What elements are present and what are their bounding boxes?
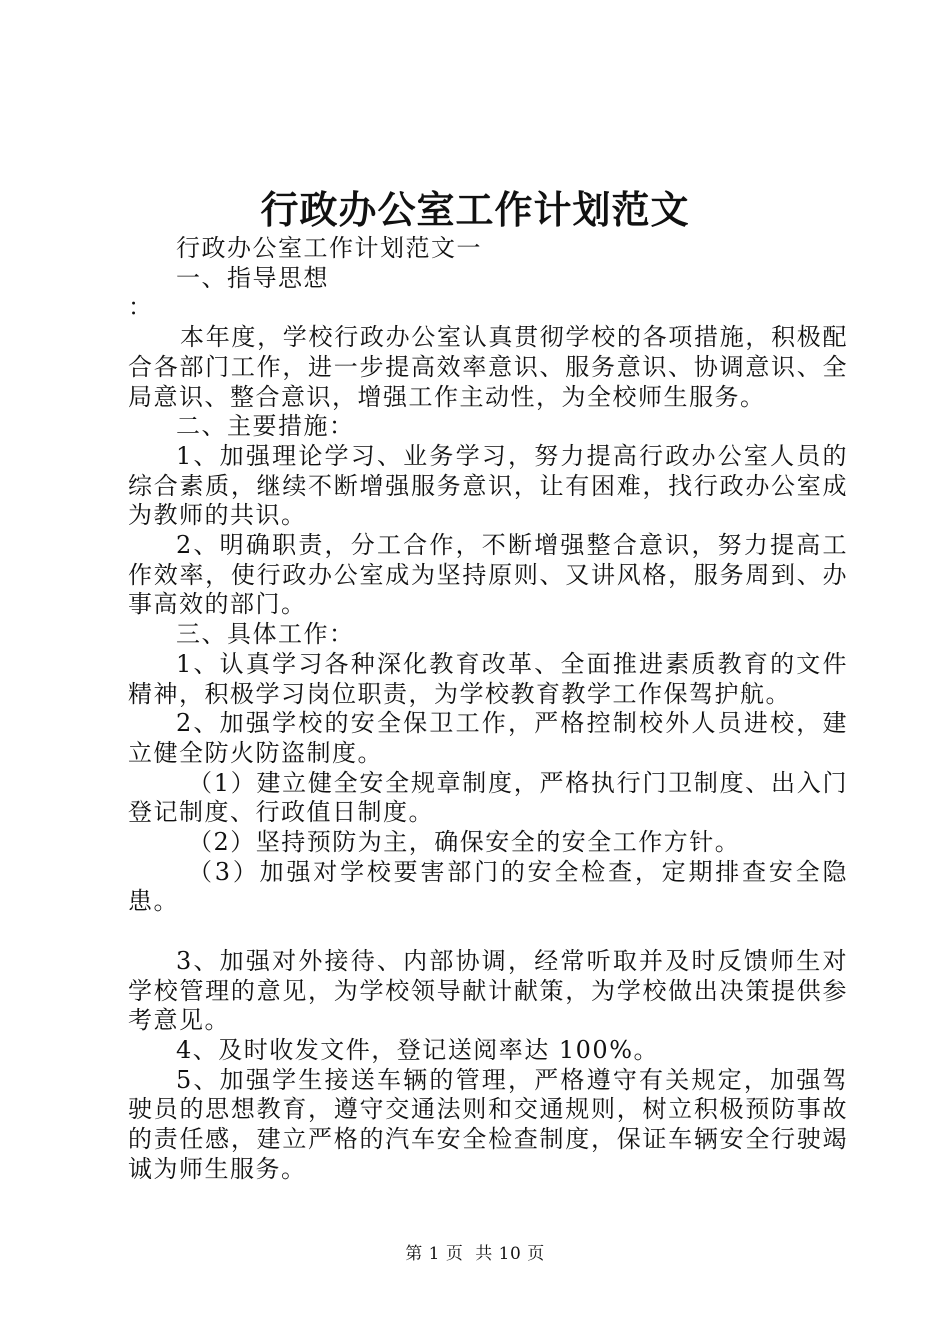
text-paragraph: 本年度，学校行政办公室认真贯彻学校的各项措施，积极配合各部门工作，进一步提高效率意识、服务意识、协调意识、全局意识、整合意识，增强工作主动性，为全校师生服务。 xyxy=(128,323,848,411)
text-paragraph: （3）加强对学校要害部门的安全检查，定期排查安全隐患。 xyxy=(128,857,848,916)
document-body xyxy=(128,234,848,1184)
page-total: 共 10 页 xyxy=(475,1244,545,1264)
page-number: 第 1 页 xyxy=(405,1244,464,1264)
text-paragraph: ： xyxy=(128,293,154,322)
text-paragraph: 2、明确职责，分工合作，不断增强整合意识，努力提高工作效率，使行政办公室成为坚持原则、又讲风格，服务周到、办事高效的部门。 xyxy=(128,531,848,619)
text-paragraph: 4、及时收发文件，登记送阅率达 100%。 xyxy=(176,1035,660,1064)
text-paragraph: 3、加强对外接待、内部协调，经常听取并及时反馈师生对学校管理的意见，为学校领导献计献策，为学校做出决策提供参考意见。 xyxy=(128,946,848,1035)
text-paragraph: 2、加强学校的安全保卫工作，严格控制校外人员进校，建立健全防火防盗制度。 xyxy=(128,709,848,767)
text-paragraph: 1、加强理论学习、业务学习，努力提高行政办公室人员的综合素质，继续不断增强服务意识，让有困难，找行政办公室成为教师的共识。 xyxy=(128,441,848,530)
section-heading: 一、指导思想 xyxy=(176,263,329,292)
text-paragraph: 5、加强学生接送车辆的管理，严格遵守有关规定，加强驾驶员的思想教育，遵守交通法则和交通规则，树立积极预防事故的责任感，建立严格的汽车安全检查制度，保证车辆安全行驶竭诚为师生服务。 xyxy=(128,1065,848,1183)
document-title: 行政办公室工作计划范文 xyxy=(260,187,690,232)
section-heading: 二、主要措施： xyxy=(176,412,355,441)
section-heading: 行政办公室工作计划范文一 xyxy=(176,234,482,262)
text-paragraph: 1、认真学习各种深化教育改革、全面推进素质教育的文件精神，积极学习岗位职责，为学校教育教学工作保驾护航。 xyxy=(128,649,848,708)
section-heading: 三、具体工作： xyxy=(176,620,355,649)
text-paragraph: （1）建立健全安全规章制度，严格执行门卫制度、出入门登记制度、行政值日制度。 xyxy=(128,768,848,827)
page-footer xyxy=(0,1242,950,1266)
paragraph-gap xyxy=(128,917,848,947)
text-paragraph: （2）坚持预防为主，确保安全的安全工作方针。 xyxy=(188,828,741,857)
